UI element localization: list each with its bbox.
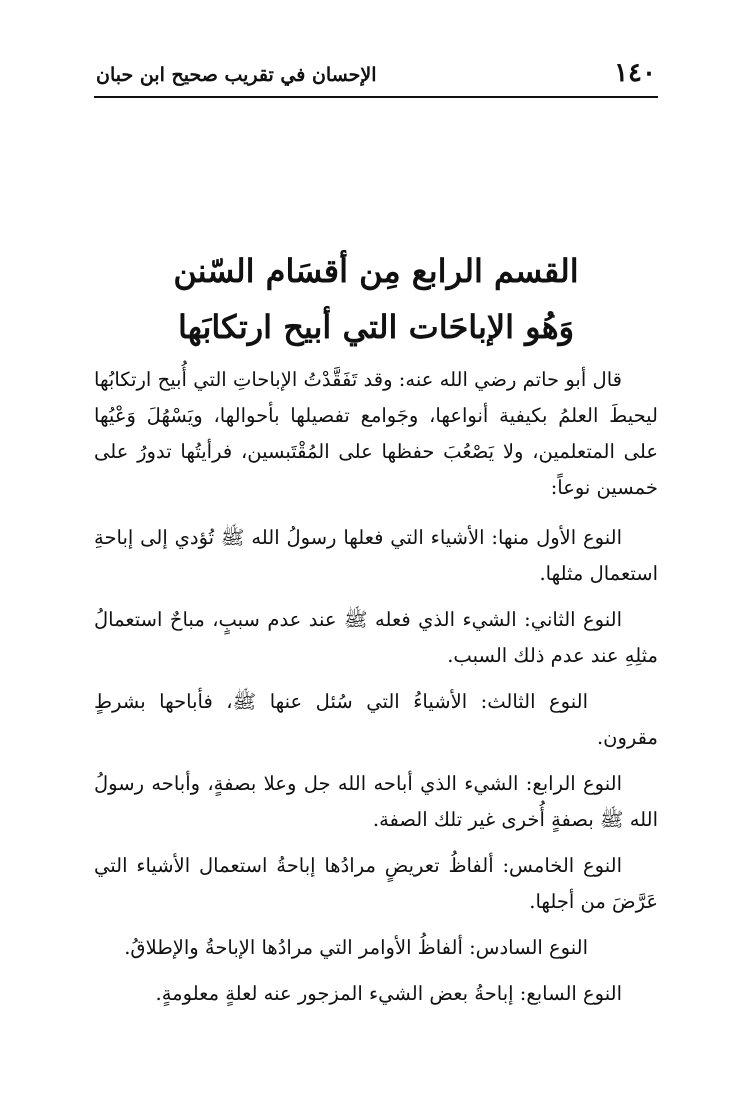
body-text (94, 362, 658, 1022)
type-6-paragraph: النوع السادس: ألفاظُ الأوامر التي مرادُها الإباحةُ والإطلاقُ. (124, 936, 588, 959)
type-7-paragraph: النوع السابع: إباحةُ بعض الشيء المزجور عنه لعلةٍ معلومةٍ. (155, 982, 622, 1005)
running-title: الإحسان في تقريب صحيح ابن حبان (96, 64, 377, 86)
intro-paragraph: قال أبو حاتم رضي الله عنه: وقد تَفَقَّدْتُ الإباحاتِ التي أُبيح ارتكابُها ليحيطَ العلمُ بكيفية أنواعها، وجَوامع تفصيلها بأحوالها، ويَسْهُلَ وَعْيُها على المتعلمين، ولا يَصْعُبَ حفظها على المُقْتَبسين، فرأيتُها تدورُ على خمسين نوعاً: (94, 368, 658, 499)
type-3-paragraph: النوع الثالث: الأشياءُ التي سُئل عنها ﷺ، فأباحها بشرطٍ مقرون. (94, 690, 658, 749)
type-1-paragraph: النوع الأول منها: الأشياء التي فعلها رسولُ الله ﷺ تُؤدي إلى إباحةِ استعمال مثلها. (94, 526, 658, 585)
page-number: ١٤٠ (614, 58, 656, 88)
type-5-paragraph: النوع الخامس: ألفاظُ تعريضٍ مرادُها إباحةُ استعمال الأشياء التي عَرَّضَ من أجلها. (94, 854, 658, 913)
type-2-paragraph: النوع الثاني: الشيء الذي فعله ﷺ عند عدم سببٍ، مباحٌ استعمالُ مثلِهِ عند عدم ذلك السبب. (94, 608, 658, 667)
section-title-line-1: القسم الرابع مِن أقسَام السّنن (173, 252, 579, 290)
section-title-line-2: وَهُو الإباحَات التي أبيح ارتكابَها (177, 308, 575, 346)
type-4-paragraph: النوع الرابع: الشيء الذي أباحه الله جل وعلا بصفةٍ، وأباحه رسولُ الله ﷺ بصفةٍ أُخرى غير تلك الصفة. (94, 772, 658, 831)
page-header (94, 58, 658, 98)
section-title (94, 243, 658, 355)
